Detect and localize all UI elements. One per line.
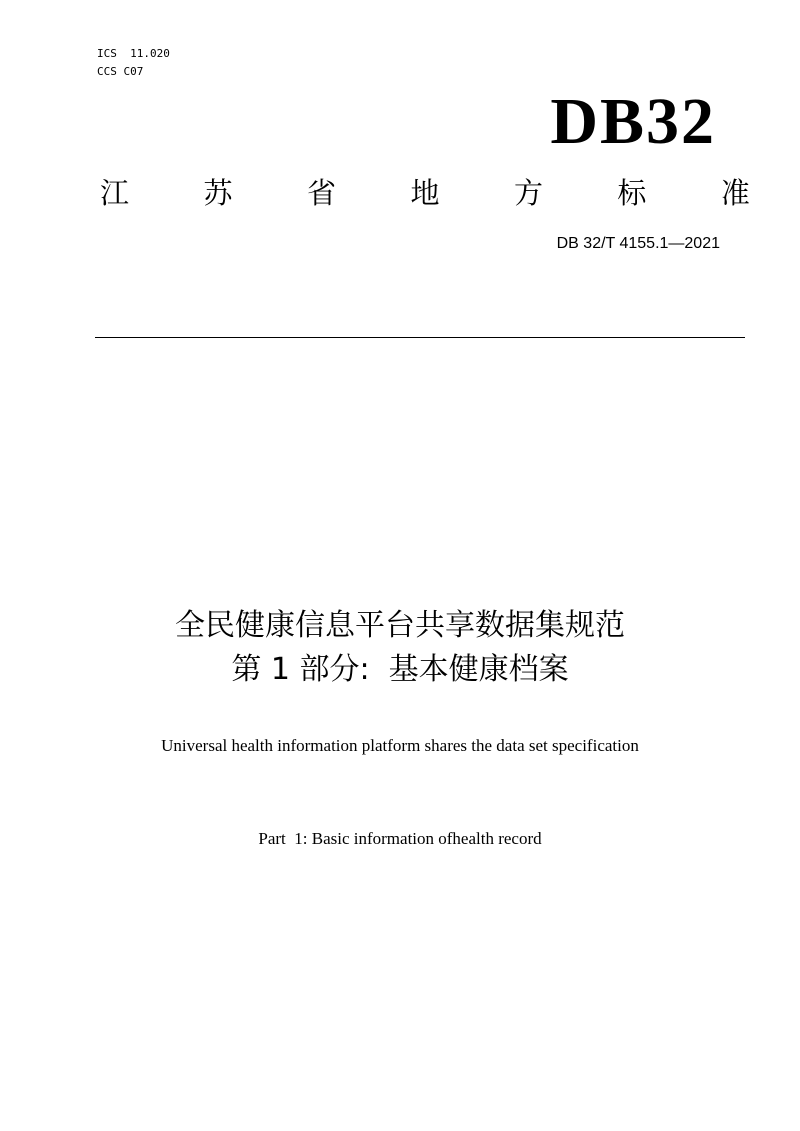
english-title-line-1: Universal health information platform shares the data set specification: [161, 736, 639, 755]
category-char: 方: [513, 176, 543, 210]
english-title-line-2: Part 1: Basic information ofhealth record: [258, 829, 542, 848]
category-char: 地: [410, 176, 440, 210]
category-char: 江: [100, 176, 130, 210]
classification-codes: [97, 45, 170, 81]
category-char: 准: [720, 176, 750, 210]
category-char: 标: [617, 176, 647, 210]
chinese-title-line-1: 全民健康信息平台共享数据集规范: [175, 608, 625, 643]
category-char: 苏: [203, 176, 233, 210]
standard-category-title: [100, 173, 750, 213]
ccs-code: CCS C07: [97, 65, 144, 78]
header-divider: [95, 337, 745, 338]
chinese-title-line-2: 第 1 部分: 基本健康档案: [231, 652, 569, 687]
category-char: 省: [306, 176, 336, 210]
standard-number: DB 32/T 4155.1—2021: [556, 235, 720, 252]
ics-code: ICS 11.020: [97, 47, 170, 60]
standard-logo: DB32: [550, 85, 716, 158]
